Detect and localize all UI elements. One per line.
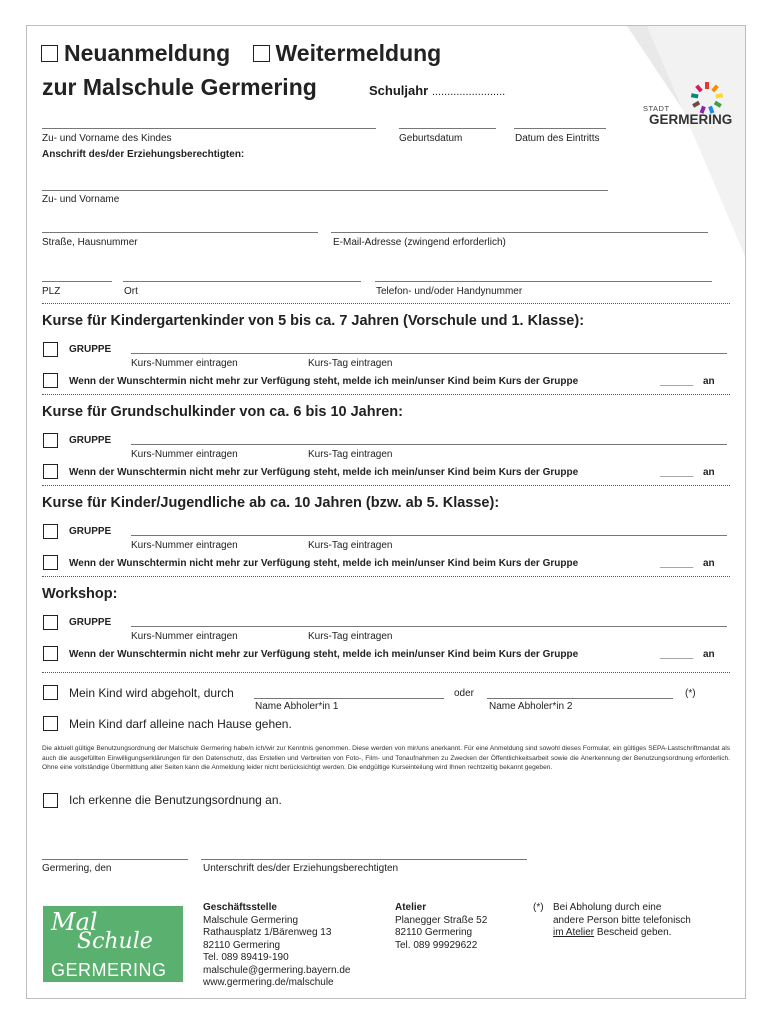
birthdate-line[interactable] xyxy=(399,128,496,129)
place-date-line[interactable] xyxy=(42,859,188,860)
logo-schule: Schule xyxy=(77,929,153,954)
oder-label: oder xyxy=(454,688,475,699)
atelier-title: Atelier xyxy=(395,902,427,913)
wunsch-checkbox[interactable] xyxy=(43,373,58,388)
alone-checkbox[interactable] xyxy=(43,716,58,731)
phone-label: Telefon- und/oder Handynummer xyxy=(376,286,523,297)
gruppe-label: GRUPPE xyxy=(69,344,112,355)
ort-line[interactable] xyxy=(123,281,361,282)
abholer2-line[interactable] xyxy=(487,698,673,699)
logo-germering: GERMERING xyxy=(51,960,167,980)
wunsch-checkbox[interactable] xyxy=(43,555,58,570)
gruppe-checkbox[interactable] xyxy=(43,433,58,448)
wunsch-text: Wenn der Wunschtermin nicht mehr zur Verfügung steht, melde ich mein/unser Kind beim Kurs der Gruppe xyxy=(69,649,579,660)
registration-form xyxy=(26,25,746,999)
wunsch-checkbox[interactable] xyxy=(43,646,58,661)
terms-text: Die aktuell gültige Benutzungsordnung der Malschule Germering habe/n ich/wir zur Kenntnis genommen. Diese werden von mir/uns anerkannt. Für eine Anmeldung sind sowohl dieses Formular, ein gültiges SEPA-Lastschriftmandat als auch die ausgefüllten Einwilligungserklärungen für den Datenschutz, das Erstellen und Verbreiten von Foto-, Film- und Tonaufnahmen zu Zwecken der Öffentlichkeitsarbeit sowie die Anerkennung der Benutzungsordnung erforderlich. Ohne eine vollständige Übermittlung aller Seiten kann die Anmeldung leider nicht berücksichtigt werden. Die endgültige Kurseinteilung wird Ihnen rechtzeitig bekannt gegeben. xyxy=(42,745,730,772)
neuanmeldung-label: Neuanmeldung xyxy=(64,40,231,66)
entry-date-label: Datum des Eintritts xyxy=(515,133,600,144)
atelier-line: Tel. 089 99929622 xyxy=(395,939,478,951)
alone-label: Mein Kind darf alleine nach Hause gehen. xyxy=(69,717,292,731)
weitermeldung-checkbox[interactable] xyxy=(253,45,270,62)
wunsch-gruppe-blank[interactable]: ______ xyxy=(660,467,694,478)
note-atelier: im Atelier xyxy=(553,927,595,938)
note-line: Bei Abholung durch eine xyxy=(553,902,662,913)
office-title: Geschäftsstelle xyxy=(203,902,277,913)
email-label: E-Mail-Adresse (zwingend erforderlich) xyxy=(333,237,506,248)
kurs-input-line[interactable] xyxy=(131,444,727,445)
page-title: zur Malschule Germering xyxy=(42,74,317,100)
schuljahr-label: Schuljahr xyxy=(369,83,429,98)
plz-line[interactable] xyxy=(42,281,112,282)
pickup-note-marker: (*) xyxy=(685,688,696,699)
wunsch-gruppe-blank[interactable]: ______ xyxy=(660,376,694,387)
city-logo-name: GERMERING xyxy=(649,112,733,127)
divider xyxy=(42,394,730,395)
section-title: Kurse für Grundschulkinder von ca. 6 bis 10 Jahren: xyxy=(42,404,403,420)
weitermeldung-label: Weitermeldung xyxy=(275,40,442,66)
accept-label: Ich erkenne die Benutzungsordnung an. xyxy=(69,793,282,807)
wunsch-an: an xyxy=(703,558,715,569)
kurs-tag-label: Kurs-Tag eintragen xyxy=(308,631,393,642)
divider xyxy=(42,485,730,486)
entry-date-line[interactable] xyxy=(514,128,606,129)
city-logo xyxy=(643,80,743,130)
schuljahr-input[interactable]: ........................ xyxy=(431,86,506,98)
office-line: Rathausplatz 1/Bärenweg 13 xyxy=(203,927,332,938)
atelier-block xyxy=(395,902,487,952)
kurs-tag-label: Kurs-Tag eintragen xyxy=(308,449,393,460)
atelier-line: 82110 Germering xyxy=(395,927,473,938)
office-line: Malschule Germering xyxy=(203,914,299,926)
pickup-checkbox[interactable] xyxy=(43,685,58,700)
guardian-name-label: Zu- und Vorname xyxy=(42,194,120,205)
kurs-nummer-label: Kurs-Nummer eintragen xyxy=(131,631,238,642)
wunsch-an: an xyxy=(703,649,715,660)
divider xyxy=(42,576,730,577)
section-title: Kurse für Kindergartenkinder von 5 bis ca. 7 Jahren (Vorschule und 1. Klasse): xyxy=(42,313,585,329)
gruppe-label: GRUPPE xyxy=(69,617,112,628)
child-name-label: Zu- und Vorname des Kindes xyxy=(42,133,172,144)
abholer2-label: Name Abholer*in 2 xyxy=(489,701,573,712)
abholer1-line[interactable] xyxy=(254,698,444,699)
gruppe-checkbox[interactable] xyxy=(43,615,58,630)
kurs-nummer-label: Kurs-Nummer eintragen xyxy=(131,449,238,460)
office-line: 82110 Germering xyxy=(203,939,281,951)
wunsch-text: Wenn der Wunschtermin nicht mehr zur Verfügung steht, melde ich mein/unser Kind beim Kurs der Gruppe xyxy=(69,376,579,387)
child-name-line[interactable] xyxy=(42,128,376,129)
divider xyxy=(42,303,730,304)
kurs-tag-label: Kurs-Tag eintragen xyxy=(308,358,393,369)
gruppe-checkbox[interactable] xyxy=(43,524,58,539)
kurs-input-line[interactable] xyxy=(131,535,727,536)
note-line xyxy=(553,927,691,940)
kurs-tag-label: Kurs-Tag eintragen xyxy=(308,540,393,551)
city-logo-stadt: STADT xyxy=(643,104,670,113)
signature-label: Unterschrift des/der Erziehungsberechtigten xyxy=(203,863,399,874)
email-line[interactable] xyxy=(331,232,708,233)
street-line[interactable] xyxy=(42,232,318,233)
note-rest: Bescheid geben. xyxy=(594,927,672,938)
decorative-band-light xyxy=(647,26,745,256)
gruppe-checkbox[interactable] xyxy=(43,342,58,357)
neuanmeldung-checkbox[interactable] xyxy=(41,45,58,62)
office-line: Tel. 089 89419-190 xyxy=(203,952,289,963)
wunsch-gruppe-blank[interactable]: ______ xyxy=(660,558,694,569)
abholer1-label: Name Abholer*in 1 xyxy=(255,701,339,712)
accept-checkbox[interactable] xyxy=(43,793,58,808)
guardian-heading: Anschrift des/der Erziehungsberechtigten: xyxy=(42,149,245,160)
pickup-label: Mein Kind wird abgeholt, durch xyxy=(69,686,234,700)
wunsch-an: an xyxy=(703,467,715,478)
wunsch-gruppe-blank[interactable]: ______ xyxy=(660,649,694,660)
ort-label: Ort xyxy=(124,286,138,297)
pickup-note xyxy=(553,902,691,940)
office-email[interactable]: malschule@germering.bayern.de xyxy=(203,964,351,976)
place-date-label: Germering, den xyxy=(42,863,112,874)
office-website[interactable]: www.germering.de/malschule xyxy=(203,977,334,988)
office-block xyxy=(203,902,350,990)
wunsch-checkbox[interactable] xyxy=(43,464,58,479)
kurs-nummer-label: Kurs-Nummer eintragen xyxy=(131,540,238,551)
birthdate-label: Geburtsdatum xyxy=(399,133,463,144)
wunsch-an: an xyxy=(703,376,715,387)
note-line: andere Person bitte telefonisch xyxy=(553,914,691,926)
kurs-nummer-label: Kurs-Nummer eintragen xyxy=(131,358,238,369)
kurs-input-line[interactable] xyxy=(131,353,727,354)
street-label: Straße, Hausnummer xyxy=(42,237,138,248)
atelier-line: Planegger Straße 52 xyxy=(395,914,488,926)
note-marker: (*) xyxy=(533,902,544,913)
plz-label: PLZ xyxy=(42,286,61,297)
logo-mal: Mal xyxy=(51,908,98,936)
section-title: Workshop: xyxy=(42,586,118,602)
wunsch-text: Wenn der Wunschtermin nicht mehr zur Verfügung steht, melde ich mein/unser Kind beim Kurs der Gruppe xyxy=(69,467,579,478)
schuljahr-row xyxy=(369,83,505,98)
malschule-logo xyxy=(43,906,183,982)
wunsch-text: Wenn der Wunschtermin nicht mehr zur Verfügung steht, melde ich mein/unser Kind beim Kurs der Gruppe xyxy=(69,558,579,569)
form-type-row xyxy=(41,40,441,67)
signature-line[interactable] xyxy=(201,859,527,860)
phone-line[interactable] xyxy=(375,281,712,282)
guardian-name-line[interactable] xyxy=(42,190,608,191)
section-title: Kurse für Kinder/Jugendliche ab ca. 10 Jahren (bzw. ab 5. Klasse): xyxy=(42,495,500,511)
divider xyxy=(42,672,730,673)
gruppe-label: GRUPPE xyxy=(69,526,112,537)
gruppe-label: GRUPPE xyxy=(69,435,112,446)
kurs-input-line[interactable] xyxy=(131,626,727,627)
